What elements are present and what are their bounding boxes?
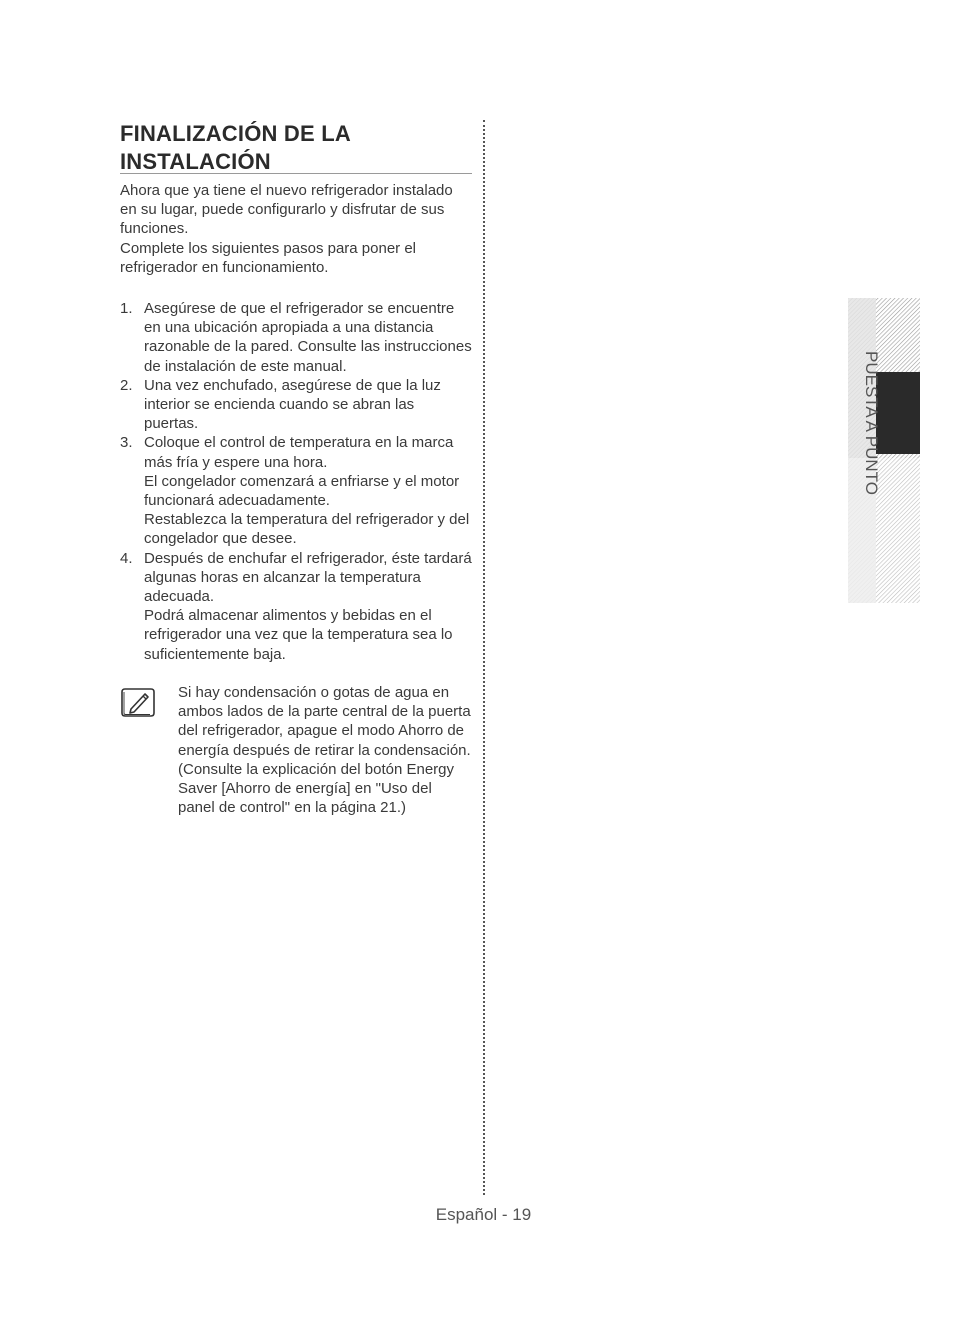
note-paragraph-1: Si hay condensación o gotas de agua en ambos lados de la parte central de la puerta del refrigerador, apague el modo Ahorro de energía después de retirar la condensación. [178, 684, 471, 759]
step-2 [120, 376, 472, 434]
page-title [120, 120, 472, 176]
step-3-text-1: Coloque el control de temperatura en la marca más fría y espere una hora. [144, 434, 454, 471]
step-3-text-2: El congelador comenzará a enfriarse y el motor funcionará adecuadamente. [144, 472, 460, 510]
step-4-text-2: Podrá almacenar alimentos y bebidas en el refrigerador una vez que la temperatura sea lo suficientemente baja. [144, 607, 453, 663]
page-title-line-2: INSTALACIÓN [120, 149, 271, 174]
step-3-text-3: Restablezca la temperatura del refrigerador y del congelador que desee. [144, 511, 470, 548]
step-number: 3. [120, 434, 133, 452]
step-number: 2. [120, 376, 133, 394]
note-paragraph-2: (Consulte la explicación del botón Energy Saver [Ahorro de energía] en "Uso del panel de control" en la página 21.) [178, 760, 454, 817]
side-tab-label: PUESTA [862, 351, 881, 417]
page-number: Español - 19 [435, 1205, 532, 1224]
side-tab-lower-fade [848, 458, 920, 603]
step-4-text-1: Después de enchufar el refrigerador, éste tardará algunas horas en alcanzar la temperatura adecuada. [144, 549, 472, 606]
step-2-text: Una vez enchufado, asegúrese de que la luz interior se encienda cuando se abran las puertas. [144, 376, 441, 433]
note-text [178, 683, 472, 817]
intro-paragraph-2: Complete los siguientes pasos para poner el refrigerador en funcionamiento. [120, 239, 417, 276]
step-4 [120, 549, 472, 664]
steps-list [120, 299, 472, 664]
column-divider [483, 120, 485, 1195]
step-3 [120, 433, 472, 548]
note-pencil-icon [120, 687, 156, 717]
intro-text [120, 181, 472, 277]
intro-paragraph-1: Ahora que ya tiene el nuevo refrigerador instalado en su lugar, puede configurarlo y disfrutar de sus funciones. [120, 182, 453, 238]
step-1 [120, 299, 472, 376]
step-number: 1. [120, 300, 133, 317]
page-title-line-1: FINALIZACIÓN DE LA [120, 121, 351, 146]
step-number: 4. [120, 549, 133, 567]
section-side-tab [848, 298, 920, 603]
title-underline [120, 173, 472, 174]
step-1-text: Asegúrese de que el refrigerador se encuentre en una ubicación apropiada a una distancia razonable de la pared. Consulte las instrucciones de instalación de este manual. [144, 300, 472, 375]
